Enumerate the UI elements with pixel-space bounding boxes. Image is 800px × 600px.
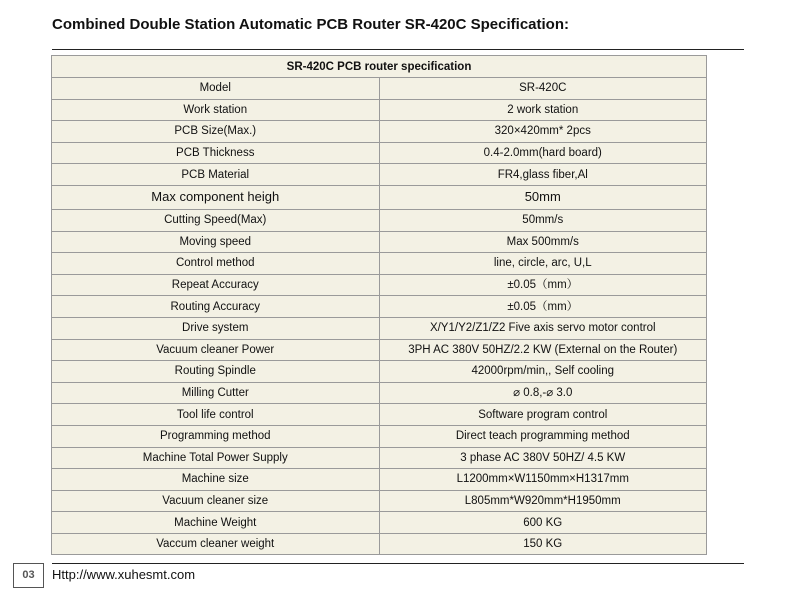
spec-label: PCB Material	[52, 164, 380, 186]
spec-label: Repeat Accuracy	[52, 274, 380, 296]
table-row	[52, 253, 707, 275]
table-row	[52, 490, 707, 512]
page-number: 03	[13, 563, 44, 588]
spec-value: SR-420C	[379, 78, 707, 100]
spec-label: Max component heigh	[52, 185, 380, 209]
spec-label: Work station	[52, 99, 380, 121]
spec-value: ⌀ 0.8,-⌀ 3.0	[379, 382, 707, 404]
spec-value: 42000rpm/min,, Self cooling	[379, 361, 707, 383]
spec-value: 0.4-2.0mm(hard board)	[379, 142, 707, 164]
table-row	[52, 209, 707, 231]
spec-table	[51, 55, 707, 555]
table-row	[52, 99, 707, 121]
spec-value: 2 work station	[379, 99, 707, 121]
table-header-row	[52, 56, 707, 78]
table-header: SR-420C PCB router specification	[52, 56, 707, 78]
spec-value: Direct teach programming method	[379, 425, 707, 447]
spec-label: Cutting Speed(Max)	[52, 209, 380, 231]
table-row	[52, 533, 707, 555]
spec-value: line, circle, arc, U,L	[379, 253, 707, 275]
table-row	[52, 339, 707, 361]
spec-value: 50mm	[379, 185, 707, 209]
table-row	[52, 447, 707, 469]
bottom-divider	[52, 563, 744, 564]
spec-label: Vacuum cleaner Power	[52, 339, 380, 361]
spec-value: 320×420mm* 2pcs	[379, 121, 707, 143]
spec-value: X/Y1/Y2/Z1/Z2 Five axis servo motor control	[379, 317, 707, 339]
spec-value: FR4,glass fiber,Al	[379, 164, 707, 186]
table-row	[52, 317, 707, 339]
table-row	[52, 164, 707, 186]
spec-value: ±0.05（mm）	[379, 296, 707, 318]
spec-label: Vacuum cleaner size	[52, 490, 380, 512]
footer-url[interactable]: Http://www.xuhesmt.com	[52, 567, 196, 582]
spec-label: Tool life control	[52, 404, 380, 426]
spec-value: 150 KG	[379, 533, 707, 555]
spec-label: PCB Thickness	[52, 142, 380, 164]
spec-value: Software program control	[379, 404, 707, 426]
spec-label: Drive system	[52, 317, 380, 339]
table-row	[52, 296, 707, 318]
table-row	[52, 512, 707, 534]
spec-value: 600 KG	[379, 512, 707, 534]
top-divider	[52, 49, 744, 50]
spec-label: Machine Total Power Supply	[52, 447, 380, 469]
spec-value: Max 500mm/s	[379, 231, 707, 253]
table-row	[52, 78, 707, 100]
table-row	[52, 142, 707, 164]
table-row	[52, 121, 707, 143]
spec-label: Machine size	[52, 469, 380, 491]
spec-value: 50mm/s	[379, 209, 707, 231]
spec-value: L805mm*W920mm*H1950mm	[379, 490, 707, 512]
spec-label: Model	[52, 78, 380, 100]
spec-label: Routing Accuracy	[52, 296, 380, 318]
table-row	[52, 425, 707, 447]
spec-value: ±0.05（mm）	[379, 274, 707, 296]
spec-label: Control method	[52, 253, 380, 275]
table-row	[52, 469, 707, 491]
spec-label: Milling Cutter	[52, 382, 380, 404]
spec-label: PCB Size(Max.)	[52, 121, 380, 143]
spec-value: L1200mm×W1150mm×H1317mm	[379, 469, 707, 491]
table-row	[52, 185, 707, 209]
spec-label: Machine Weight	[52, 512, 380, 534]
spec-label: Moving speed	[52, 231, 380, 253]
spec-label: Programming method	[52, 425, 380, 447]
spec-value: 3PH AC 380V 50HZ/2.2 KW (External on the Router)	[379, 339, 707, 361]
spec-label: Routing Spindle	[52, 361, 380, 383]
page-title: Combined Double Station Automatic PCB Router SR-420C Specification:	[52, 16, 569, 33]
table-row	[52, 382, 707, 404]
spec-value: 3 phase AC 380V 50HZ/ 4.5 KW	[379, 447, 707, 469]
spec-label: Vaccum cleaner weight	[52, 533, 380, 555]
table-row	[52, 274, 707, 296]
table-row	[52, 231, 707, 253]
table-row	[52, 404, 707, 426]
table-row	[52, 361, 707, 383]
